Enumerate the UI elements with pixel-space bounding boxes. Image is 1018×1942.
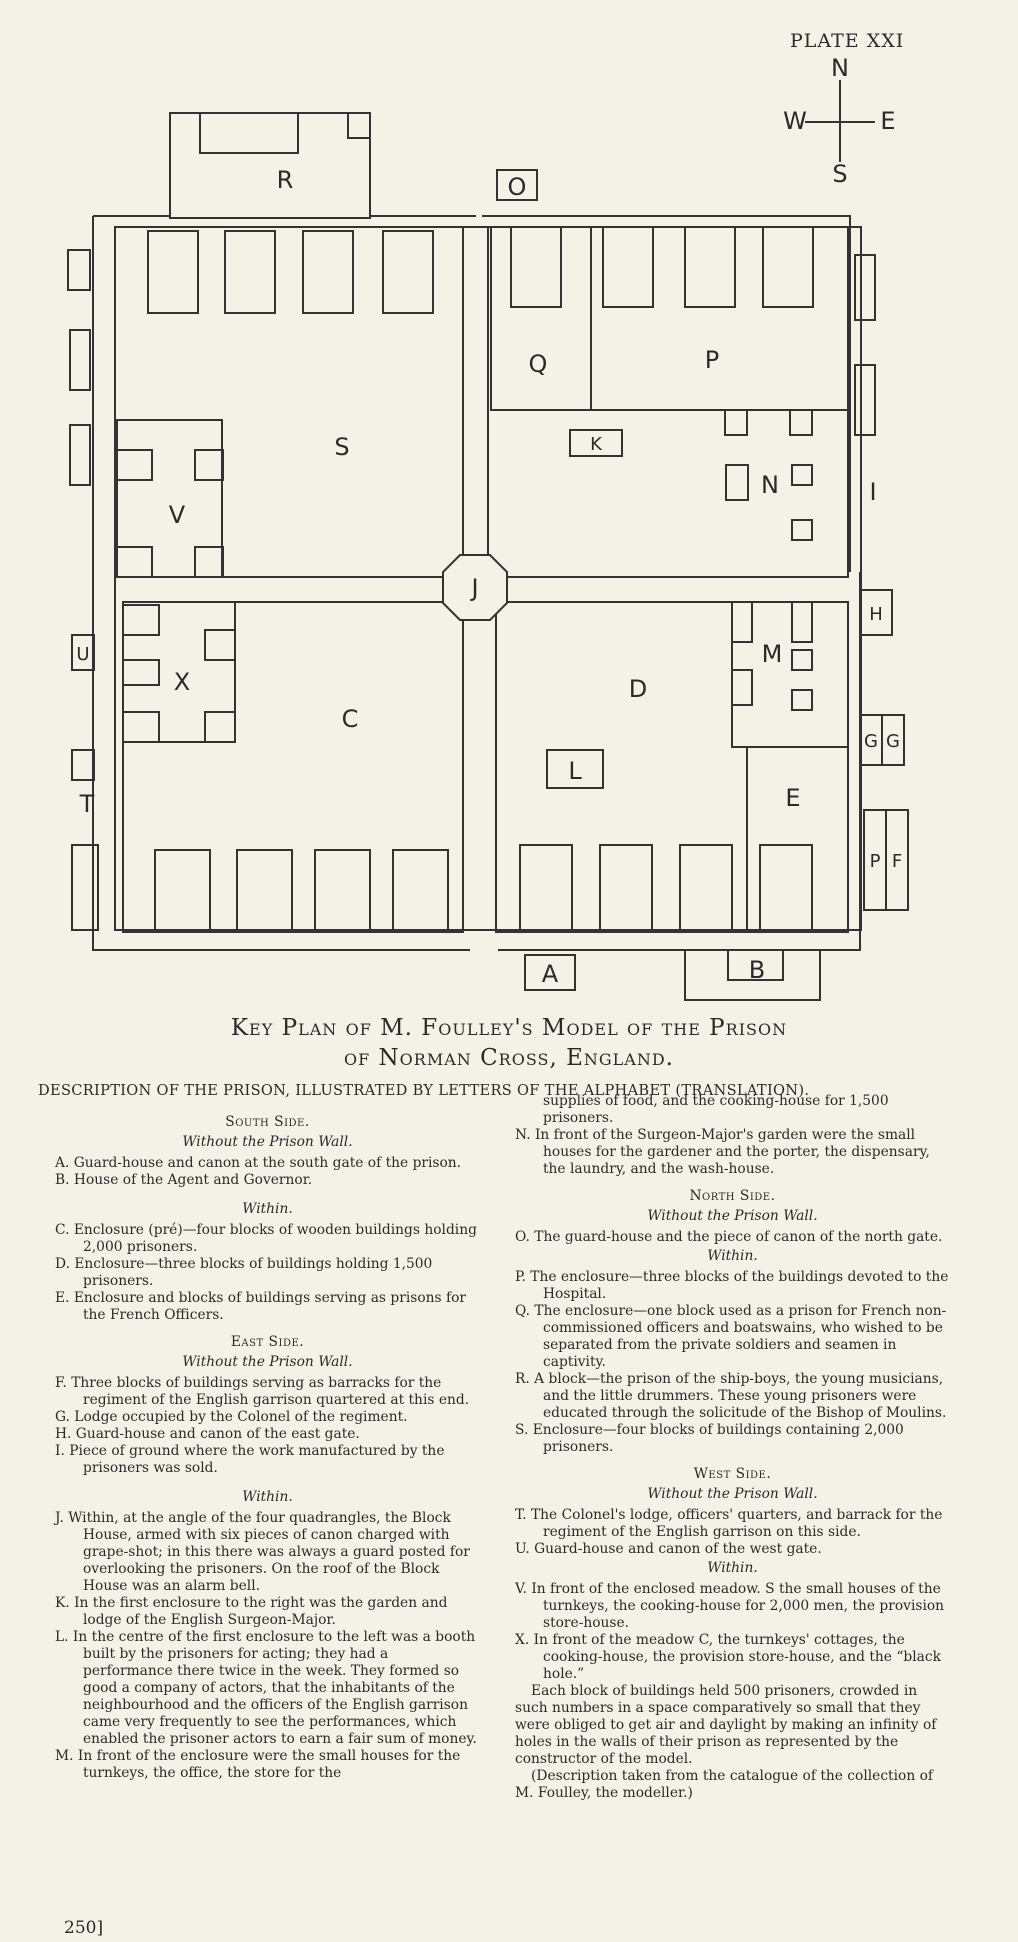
entry-o: O. The guard-house and the piece of canon of the north gate. <box>515 1229 943 1245</box>
entry-s: S. Enclosure—four blocks of buildings containing 2,000 prisoners. <box>515 1422 904 1455</box>
entry-m-continued: supplies of food, and the cooking-house for 1,500 prisoners. <box>543 1093 889 1126</box>
label-t: T <box>79 790 95 818</box>
entry-a: A. Guard-house and canon at the south gate of the prison. <box>55 1155 462 1171</box>
entry-j: J. Within, at the angle of the four quadrangles, the Block House, armed with six pieces of canon charged with grape-shot; in this there was always a guard posted for overlooking the prisoners. On the roof of the Block House was an alarm bell. <box>55 1510 470 1594</box>
label-f: F <box>891 851 903 872</box>
west-box-3 <box>70 425 90 485</box>
plate-number: PLATE XXI <box>790 30 905 52</box>
west-box-t2 <box>72 845 98 930</box>
east-box-1 <box>855 255 875 320</box>
x-house-3 <box>123 660 159 685</box>
m-house-1 <box>732 602 752 642</box>
label-k: K <box>590 434 602 455</box>
label-p: P <box>704 346 720 374</box>
left-column <box>55 1104 480 1782</box>
block-d3 <box>680 845 732 930</box>
entry-t: T. The Colonel's lodge, officers' quarters, and barrack for the regiment of the English garrison on this side. <box>515 1507 943 1540</box>
section-south-side: South Side. <box>225 1114 310 1130</box>
label-r: R <box>276 166 294 194</box>
n-house-4 <box>792 465 812 485</box>
quadrant-ne <box>488 227 848 577</box>
label-o: O <box>507 173 527 201</box>
right-column <box>515 1093 950 1802</box>
subheading-within: Within. <box>242 1201 293 1217</box>
west-box-1 <box>68 250 90 290</box>
block-d2 <box>600 845 652 930</box>
quadrant-se <box>496 602 848 932</box>
subheading-without: Without the Prison Wall. <box>182 1354 353 1370</box>
block-d1 <box>520 845 572 930</box>
section-west-side: West Side. <box>693 1466 772 1482</box>
quadrant-nw <box>115 227 463 577</box>
east-box-2 <box>855 365 875 435</box>
label-u: U <box>76 644 90 665</box>
label-c: C <box>341 705 359 733</box>
block-s1 <box>148 231 198 313</box>
v-house-3 <box>117 547 152 577</box>
subheading-within: Within. <box>707 1560 758 1576</box>
section-east-side: East Side. <box>230 1334 305 1350</box>
label-g2: G <box>886 731 900 752</box>
block-q1 <box>511 227 561 307</box>
description-heading: DESCRIPTION OF THE PRISON, ILLUSTRATED BY LETTERS OF THE ALPHABET (TRANSLATION). <box>38 1082 810 1099</box>
label-v: V <box>168 501 186 529</box>
entry-c: C. Enclosure (pré)—four blocks of wooden buildings holding 2,000 prisoners. <box>55 1222 477 1255</box>
west-box-2 <box>70 330 90 390</box>
label-g1: G <box>864 731 878 752</box>
entry-p: P. The enclosure—three blocks of the buildings devoted to the Hospital. <box>515 1269 949 1302</box>
label-q: Q <box>528 350 548 378</box>
west-box-t1 <box>72 750 94 780</box>
entry-e: E. Enclosure and blocks of buildings serving as prisons for the French Officers. <box>55 1290 466 1323</box>
subheading-without: Without the Prison Wall. <box>647 1486 818 1502</box>
block-d4 <box>760 845 812 930</box>
entry-n: N. In front of the Surgeon-Major's garden were the small houses for the gardener and the porter, the dispensary, the laundry, and the wash-house. <box>515 1127 930 1177</box>
n-house-3 <box>726 465 748 500</box>
entry-i: I. Piece of ground where the work manufactured by the prisoners was sold. <box>55 1443 445 1476</box>
block-c2 <box>237 850 292 932</box>
entry-b: B. House of the Agent and Governor. <box>55 1172 313 1188</box>
label-m: M <box>761 640 783 668</box>
compass-w-label: W <box>783 107 807 135</box>
label-l: L <box>568 757 582 785</box>
m-house-5 <box>792 690 812 710</box>
label-j: J <box>471 574 479 602</box>
block-s3 <box>303 231 353 313</box>
label-e: E <box>785 784 801 812</box>
block-p3 <box>763 227 813 307</box>
entry-m: M. In front of the enclosure were the small houses for the turnkeys, the office, the store for the <box>55 1748 461 1781</box>
entry-l: L. In the centre of the first enclosure to the left was a booth built by the prisoners for acting; they had a performance there twice in the week. They formed so good a company of actors, that the inhabitants of the neighbourhood and the officers of the English garrison came very frequently to see the performances, which enabled the prisoner actors to earn a fair sum of money. <box>55 1629 477 1747</box>
subheading-within: Within. <box>707 1248 758 1264</box>
v-house-4 <box>195 547 223 577</box>
plan-title-line2: of Norman Cross, England. <box>344 1045 674 1071</box>
block-p2 <box>685 227 735 307</box>
entry-g: G. Lodge occupied by the Colonel of the regiment. <box>55 1409 408 1425</box>
n-house-2 <box>790 410 812 435</box>
block-s2 <box>225 231 275 313</box>
entry-u: U. Guard-house and canon of the west gate. <box>515 1541 822 1557</box>
label-x: X <box>173 668 191 696</box>
compass-s-label: S <box>832 160 848 188</box>
label-a: A <box>541 960 559 988</box>
m-house-2 <box>792 602 812 642</box>
subheading-without: Without the Prison Wall. <box>647 1208 818 1224</box>
entry-q: Q. The enclosure—one block used as a prison for French non-commissioned officers and boatswains, who wished to be separated from the private soldiers and seamen in captivity. <box>515 1303 947 1370</box>
label-d: D <box>628 675 648 703</box>
page-number: 250] <box>64 1918 104 1938</box>
entry-x: X. In front of the meadow C, the turnkeys' cottages, the cooking-house, the provision store-house, and the “black hole.” <box>515 1632 941 1682</box>
x-house-4 <box>123 712 159 742</box>
compass-n-label: N <box>831 54 849 82</box>
v-house-1 <box>117 450 152 480</box>
label-p2: P <box>869 851 881 872</box>
entry-r: R. A block—the prison of the ship-boys, the young musicians, and the little drummers. These young prisoners were educated through the solicitude of the Bishop of Moulins. <box>515 1371 947 1421</box>
enclosure-v <box>117 420 222 577</box>
label-n: N <box>761 471 779 499</box>
enclosure-e <box>747 747 848 930</box>
m-house-3 <box>732 670 752 705</box>
label-s: S <box>334 433 350 461</box>
label-h: H <box>869 604 883 625</box>
each-block-note: Each block of buildings held 500 prisoners, crowded in such numbers in a space comparatively so small that they were obliged to get air and daylight by making an infinity of holes in the walls of their prison as represented by the constructor of the model. <box>515 1683 937 1767</box>
source-note: (Description taken from the catalogue of the collection of M. Foulley, the modeller.) <box>515 1768 934 1801</box>
x-house-1 <box>123 605 159 635</box>
entry-d: D. Enclosure—three blocks of buildings holding 1,500 prisoners. <box>55 1256 433 1289</box>
block-c3 <box>315 850 370 932</box>
m-house-4 <box>792 650 812 670</box>
enclosure-p <box>591 227 848 410</box>
entry-v: V. In front of the enclosed meadow. S the small houses of the turnkeys, the cooking-house for 2,000 men, the provision store-house. <box>515 1581 945 1631</box>
block-s4 <box>383 231 433 313</box>
entry-h: H. Guard-house and canon of the east gate. <box>55 1426 360 1442</box>
block-c4 <box>393 850 448 932</box>
x-house-5 <box>205 712 235 742</box>
x-house-2 <box>205 630 235 660</box>
block-p1 <box>603 227 653 307</box>
subheading-within: Within. <box>242 1489 293 1505</box>
n-house-1 <box>725 410 747 435</box>
label-i: I <box>869 478 877 506</box>
label-b: B <box>748 956 766 984</box>
enclosure-m <box>732 602 848 747</box>
plan-title: Key Plan of M. Foulley's Model of the Prison <box>230 1015 788 1041</box>
block-c1 <box>155 850 210 932</box>
compass-e-label: E <box>880 107 896 135</box>
entry-k: K. In the first enclosure to the right was the garden and lodge of the English Surgeon-Major. <box>55 1595 448 1628</box>
v-house-2 <box>195 450 223 480</box>
subheading-without: Without the Prison Wall. <box>182 1134 353 1150</box>
section-north-side: North Side. <box>689 1188 776 1204</box>
enclosure-q <box>491 227 591 410</box>
entry-f: F. Three blocks of buildings serving as barracks for the regiment of the English garrison quartered at this end. <box>55 1375 470 1408</box>
prison-plan <box>60 50 960 1010</box>
n-house-5 <box>792 520 812 540</box>
